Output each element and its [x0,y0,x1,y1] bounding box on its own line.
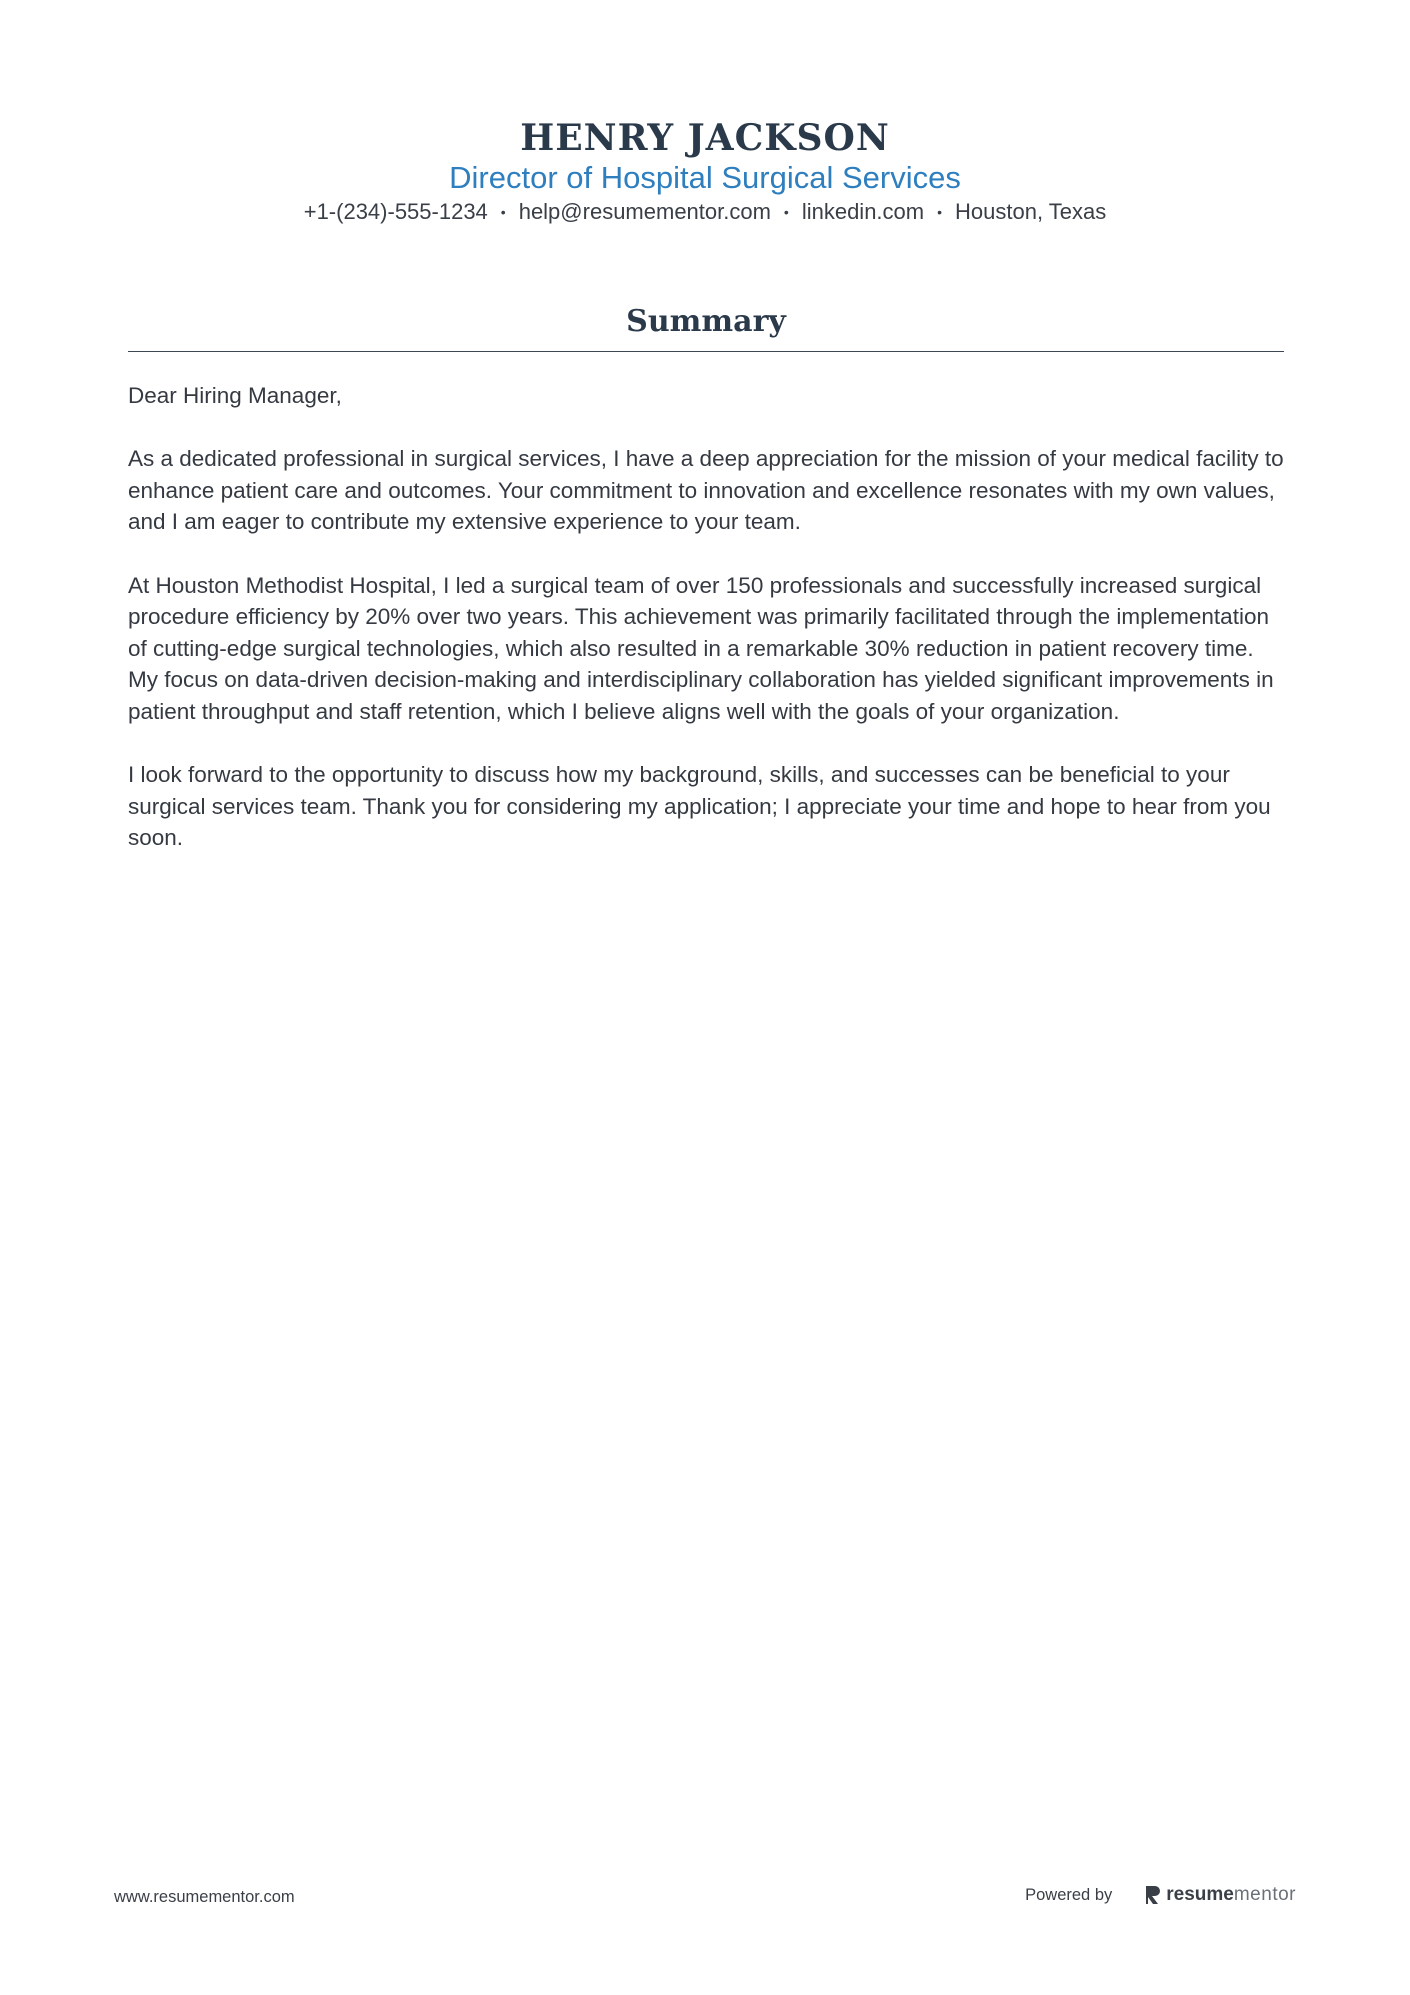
contact-separator: • [500,204,506,220]
contact-separator: • [937,204,943,220]
contact-location: Houston, Texas [955,199,1107,224]
brand-name-part2: mentor [1233,1884,1296,1905]
brand-name-part1: resume [1166,1884,1234,1905]
resume-header [0,116,1410,226]
footer-website[interactable]: www.resumementor.com [114,1888,295,1906]
cover-letter-body [128,380,1288,886]
contact-email[interactable]: help@resumementor.com [518,199,771,224]
job-title: Director of Hospital Surgical Services [449,160,961,195]
contact-phone: +1-(234)-555-1234 [303,199,488,224]
section-divider [128,351,1284,352]
candidate-name: HENRY JACKSON [520,117,890,159]
letter-paragraph-2: At Houston Methodist Hospital, I led a surgical team of over 150 professionals and successfully increased surgical procedure efficiency by 20% over two years. This achievement was primarily facilitated through the implementation of cutting-edge surgical technologies, which also resulted in a remarkable 30% reduction in patient recovery time. My focus on data-driven decision-making and interdisciplinary collaboration has yielded significant improvements in patient throughput and staff retention, which I believe aligns well with the goals of your organization. [128,572,1274,724]
powered-by-label: Powered by [1025,1885,1113,1904]
letter-paragraph-1: As a dedicated professional in surgical services, I have a deep appreciation for the mission of your medical facility to enhance patient care and outcomes. Your commitment to innovation and excellence resonates with my own values, and I am eager to contribute my extensive experience to your team. [128,446,1284,535]
letter-paragraph-3: I look forward to the opportunity to discuss how my background, skills, and successes can be beneficial to your surgical services team. Thank you for considering my application; I appreciate your time and hope to hear from you soon. [128,762,1271,851]
resumementor-logo-icon [1144,1884,1162,1906]
contact-linkedin[interactable]: linkedin.com [801,199,925,224]
letter-greeting: Dear Hiring Manager, [128,383,342,408]
contact-separator: • [783,204,789,220]
brand-logo[interactable] [1144,1884,1296,1906]
footer-branding [1025,1880,1296,1910]
contact-line [0,198,1410,226]
section-title-summary: Summary [626,304,786,339]
